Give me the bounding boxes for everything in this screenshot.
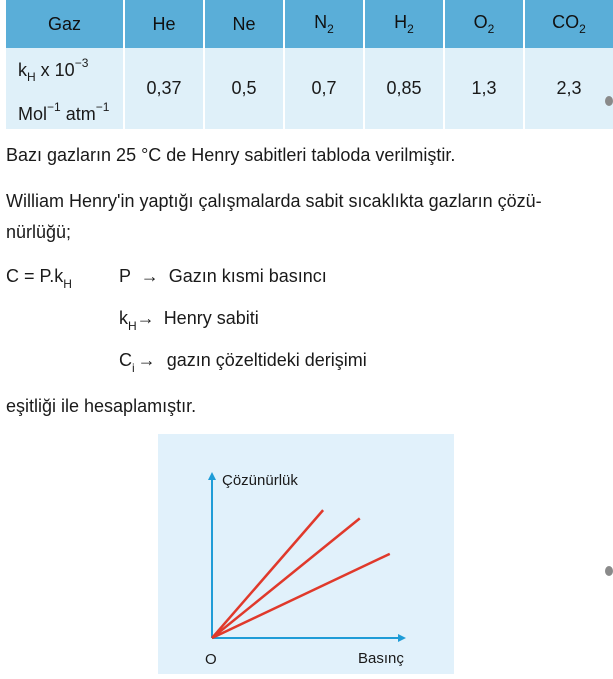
y-axis-arrow-icon [208, 472, 216, 480]
table-cell: 0,5 [204, 48, 284, 129]
table-cell: 0,85 [364, 48, 444, 129]
x-axis-label: Basınç [358, 650, 404, 667]
henry-formula: $C = P.k_H$ [6, 266, 72, 291]
conclusion-text: eşitliği ile hesaplamıştır. [6, 396, 197, 416]
series-group [212, 510, 390, 638]
series-line [212, 510, 323, 638]
table-cell: 0,37 [124, 48, 204, 129]
table-cell: 0,7 [284, 48, 364, 129]
y-axis-label: Çözünürlük [222, 472, 298, 489]
margin-dot-icon [605, 96, 613, 106]
solubility-chart [158, 434, 454, 674]
table-header-cell: $O_2$ [444, 0, 524, 48]
origin-label: O [205, 651, 217, 668]
paragraph-line: nürlüğü; [6, 222, 72, 242]
paragraph-line: William Henry'in yaptığı çalışmalarda sabit sıcaklıkta gazların çözü- [6, 191, 542, 211]
solubility-chart-svg [158, 434, 454, 674]
table-header-cell: $H_2$ [364, 0, 444, 48]
table-header-cell: $N_2$ [284, 0, 364, 48]
table-cell: 2,3 [524, 48, 613, 129]
table-header-cell: Ne [204, 0, 284, 48]
table-header-row [6, 0, 613, 48]
margin-dot-icon [605, 566, 613, 576]
x-axis-arrow-icon [398, 634, 406, 642]
henry-constants-table [6, 0, 613, 129]
table-header-cell: Gaz [6, 0, 124, 48]
table-header-cell: $CO_2$ [524, 0, 613, 48]
definition-pressure: P → Gazın kısmi basıncı [119, 266, 327, 286]
definition-henry-constant: $k_H\to$ Henry sabiti [119, 308, 259, 333]
intro-text: Bazı gazların 25 °C de Henry sabitleri tabloda verilmiştir. [6, 145, 456, 165]
table-header-cell: He [124, 0, 204, 48]
definition-concentration: $C_i$ → gazın çözeltideki derişimi [119, 350, 367, 375]
table-cell: 1,3 [444, 48, 524, 129]
kh-row-label: $k_H$ x $10^{-3}$ Mol$^{-1}$ atm$^{-1}$ [6, 48, 124, 129]
table-row [6, 48, 613, 129]
